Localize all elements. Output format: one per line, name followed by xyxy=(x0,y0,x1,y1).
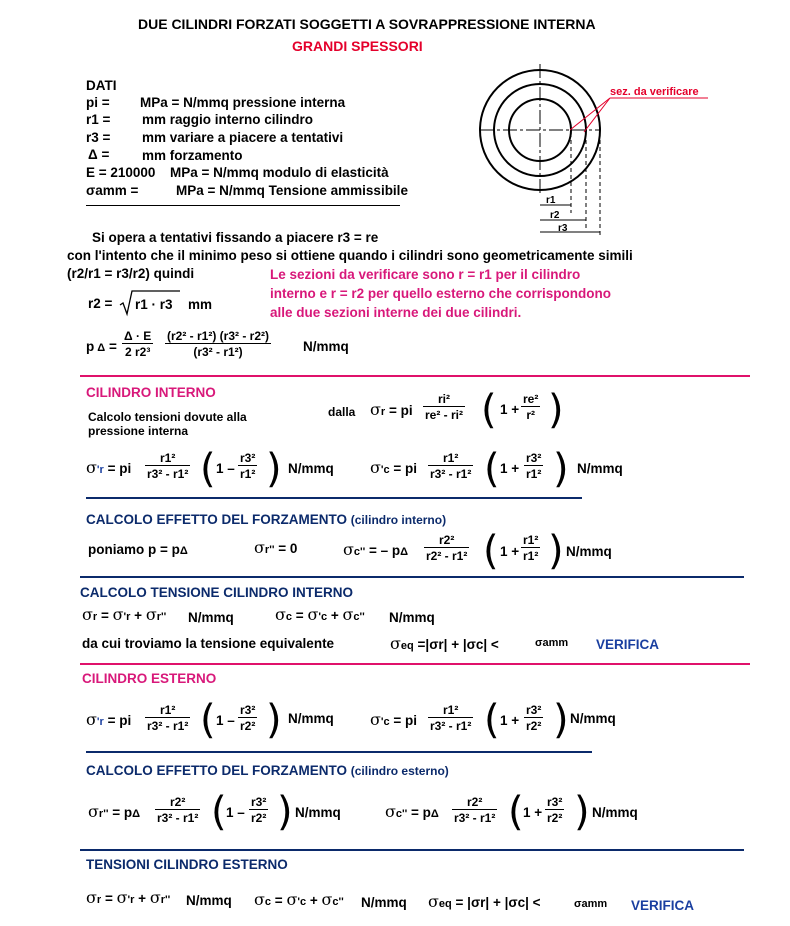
pd-unit: N/mmq xyxy=(303,339,349,354)
one-plus: 1 + xyxy=(500,402,520,417)
heading-forz-int: CALCOLO EFFETTO DEL FORZAMENTO (cilindro interno) xyxy=(86,512,447,527)
paren-close: ) xyxy=(574,789,590,835)
unit: N/mmq xyxy=(361,895,407,910)
divider-5 xyxy=(86,751,592,753)
dati-sym-delta: Δ = xyxy=(88,147,110,162)
dati-sym-r3: r3 = xyxy=(86,130,111,145)
paren-close: ) xyxy=(548,528,564,574)
sr-fraction: $\frac{\text{ri²}}{\text{re² - ri²}}$ xyxy=(425,392,464,422)
verifica-est: VERIFICA xyxy=(631,898,695,913)
unit: N/mmq xyxy=(186,893,232,908)
sc2-paren-fraction: $\frac{\text{r1²}}{\text{r1²}}$ xyxy=(523,533,539,563)
sc2e-fraction: $\frac{\text{r2²}}{\text{r3² - r1²}}$ xyxy=(454,795,496,825)
sr1e-fraction: $\frac{\text{r1²}}{\text{r3² - r1²}}$ xyxy=(147,703,189,733)
unit: N/mmq xyxy=(566,544,612,559)
one-plus: 1 + xyxy=(500,544,520,559)
r2-unit: mm xyxy=(188,297,213,312)
sigma-amm-est: σamm xyxy=(574,898,608,910)
dati-sym-samm: σamm = xyxy=(86,183,139,198)
unit: N/mmq xyxy=(288,711,334,726)
divider-6 xyxy=(80,849,744,851)
sigma-c1-lhs: σ'c = pi xyxy=(370,458,418,477)
paren-open: ( xyxy=(484,697,500,743)
unit: N/mmq xyxy=(295,805,341,820)
intro-line2: con l'intento che il minimo peso si ottiene quando i cilindri sono geometricamente simili xyxy=(67,248,633,263)
divider-1 xyxy=(80,375,750,377)
divider-3 xyxy=(80,576,744,578)
dati-desc-pi: MPa = N/mmq pressione interna xyxy=(140,95,346,110)
unit: N/mmq xyxy=(288,461,334,476)
cylinder-diagram xyxy=(470,60,720,240)
paren-close: ) xyxy=(553,446,569,492)
note-line1: Le sezioni da verificare sono r = r1 per il cilindro xyxy=(270,267,581,282)
heading-forz-est: CALCOLO EFFETTO DEL FORZAMENTO (cilindro esterno) xyxy=(86,763,449,778)
one-minus: 1 – xyxy=(226,805,245,820)
calc-line1: Calcolo tensioni dovute alla xyxy=(88,410,247,424)
equiv-text: da cui troviamo la tensione equivalente xyxy=(82,636,335,651)
paren-open: ( xyxy=(200,697,216,743)
one-minus: 1 – xyxy=(216,713,235,728)
sigma-c-sum-est: σc = σ'c + σc'' xyxy=(254,890,344,909)
dati-divider xyxy=(86,205,400,206)
paren-open: ( xyxy=(481,387,497,433)
unit: N/mmq xyxy=(592,805,638,820)
sigma-r-sum-est: σr = σ'r + σr'' xyxy=(86,888,171,907)
dati-desc-samm: MPa = N/mmq Tensione ammissibile xyxy=(176,183,408,198)
sc1-paren-fraction: $\frac{\text{r3²}}{\text{r1²}}$ xyxy=(526,451,542,481)
sc1-fraction: $\frac{\text{r1²}}{\text{r3² - r1²}}$ xyxy=(430,451,472,481)
note-line2: interno e r = r2 per quello esterno che corrispondono xyxy=(270,286,611,301)
paren-close: ) xyxy=(553,697,569,743)
poniamo-text: poniamo p = pΔ xyxy=(88,542,188,557)
sigma-r2e-lhs: σr'' = pΔ xyxy=(88,802,140,821)
sigma-eq-int: σeq =|σr| + |σc| < xyxy=(390,634,499,653)
sr2e-paren-fraction: $\frac{\text{r3²}}{\text{r2²}}$ xyxy=(251,795,267,825)
pd-lhs: p Δ = xyxy=(86,339,117,354)
sigma-amm-int: σamm xyxy=(535,637,569,649)
label-r3: r3 xyxy=(558,223,568,234)
r2-lhs: r2 = xyxy=(88,296,113,311)
sr2e-fraction: $\frac{\text{r2²}}{\text{r3² - r1²}}$ xyxy=(157,795,199,825)
one-plus: 1 + xyxy=(523,805,543,820)
heading-cilindro-interno: CILINDRO INTERNO xyxy=(86,385,216,400)
paren-open: ( xyxy=(484,446,500,492)
divider-4 xyxy=(80,663,750,665)
calc-line2: pressione interna xyxy=(88,424,189,438)
unit: N/mmq xyxy=(577,461,623,476)
sigma-c-sum: σc = σ'c + σc'' xyxy=(275,605,365,624)
sr1e-paren-fraction: $\frac{\text{r3²}}{\text{r2²}}$ xyxy=(240,703,256,733)
sigma-c1e-lhs: σ'c = pi xyxy=(370,710,418,729)
page-title: DUE CILINDRI FORZATI SOGGETTI A SOVRAPPRESSIONE INTERNA xyxy=(138,16,596,32)
label-r1: r1 xyxy=(546,195,556,206)
dati-desc-e: MPa = N/mmq modulo di elasticità xyxy=(170,165,389,180)
paren-open: ( xyxy=(200,446,216,492)
paren-close: ) xyxy=(548,387,564,433)
dati-heading: DATI xyxy=(86,78,117,93)
intro-line3: (r2/r1 = r3/r2) quindi xyxy=(67,266,195,281)
pd-fraction-1: $\frac{\Delta \cdot E}{\text{2 r2³}}$ xyxy=(124,329,152,359)
sigma-eq-est: σeq = |σr| + |σc| < xyxy=(428,892,541,911)
dati-sym-e: E = 210000 xyxy=(86,165,156,180)
label-section: sez. da verificare xyxy=(610,86,699,98)
sigma-r1e-lhs: σ'r = pi xyxy=(86,710,132,729)
dati-sym-pi: pi = xyxy=(86,95,110,110)
unit: N/mmq xyxy=(188,610,234,625)
sc2-fraction: $\frac{\text{r2²}}{\text{r2² - r1²}}$ xyxy=(426,533,468,563)
paren-close: ) xyxy=(266,697,282,743)
sigma-r1-lhs: σ'r = pi xyxy=(86,458,132,477)
note-line3: alle due sezioni interne dei due cilindri. xyxy=(270,305,522,320)
heading-tens-int: CALCOLO TENSIONE CILINDRO INTERNO xyxy=(80,585,353,600)
unit: N/mmq xyxy=(570,711,616,726)
pd-fraction-2: $\frac{\text{(r2² - r1²) (r3² - r2²)}}{\text{(r3² - r1²)}}$ xyxy=(167,329,270,359)
divider-2 xyxy=(86,497,582,499)
one-plus: 1 + xyxy=(500,461,520,476)
sigma-c2e-lhs: σc'' = pΔ xyxy=(385,802,439,821)
one-plus: 1 + xyxy=(500,713,520,728)
sigma-r2-eq: σr'' = 0 xyxy=(254,538,298,557)
r2-radicand: r1 · r3 xyxy=(135,297,173,312)
dalla-label: dalla xyxy=(328,405,356,419)
heading-cilindro-esterno: CILINDRO ESTERNO xyxy=(82,671,217,686)
sr-paren-fraction: $\frac{\text{re²}}{\text{r²}}$ xyxy=(523,392,539,422)
unit: N/mmq xyxy=(389,610,435,625)
paren-close: ) xyxy=(266,446,282,492)
sr1-paren-fraction: $\frac{\text{r3²}}{\text{r1²}}$ xyxy=(240,451,256,481)
intro-line1: Si opera a tentativi fissando a piacere r3 = re xyxy=(92,230,379,245)
one-minus: 1 – xyxy=(216,461,235,476)
sr1-fraction: $\frac{\text{r1²}}{\text{r3² - r1²}}$ xyxy=(147,451,189,481)
sigma-r-eq: σr = pi xyxy=(370,400,413,419)
sc2e-paren-fraction: $\frac{\text{r3²}}{\text{r2²}}$ xyxy=(547,795,563,825)
dati-desc-delta: mm forzamento xyxy=(142,148,243,163)
label-r2: r2 xyxy=(550,210,560,221)
heading-tens-est: TENSIONI CILINDRO ESTERNO xyxy=(86,857,288,872)
dati-sym-r1: r1 = xyxy=(86,112,111,127)
verifica-int: VERIFICA xyxy=(596,637,660,652)
paren-open: ( xyxy=(508,789,524,835)
dati-desc-r1: mm raggio interno cilindro xyxy=(142,112,314,127)
dati-desc-r3: mm variare a piacere a tentativi xyxy=(142,130,344,145)
sc1e-fraction: $\frac{\text{r1²}}{\text{r3² - r1²}}$ xyxy=(430,703,472,733)
paren-close: ) xyxy=(277,789,293,835)
paren-open: ( xyxy=(211,789,227,835)
sigma-r-sum: σr = σ'r + σr'' xyxy=(82,605,167,624)
sc1e-paren-fraction: $\frac{\text{r3²}}{\text{r2²}}$ xyxy=(526,703,542,733)
paren-open: ( xyxy=(483,528,499,574)
sigma-c2-lhs: σc'' = – pΔ xyxy=(343,540,409,559)
page-subtitle: GRANDI SPESSORI xyxy=(292,38,423,54)
